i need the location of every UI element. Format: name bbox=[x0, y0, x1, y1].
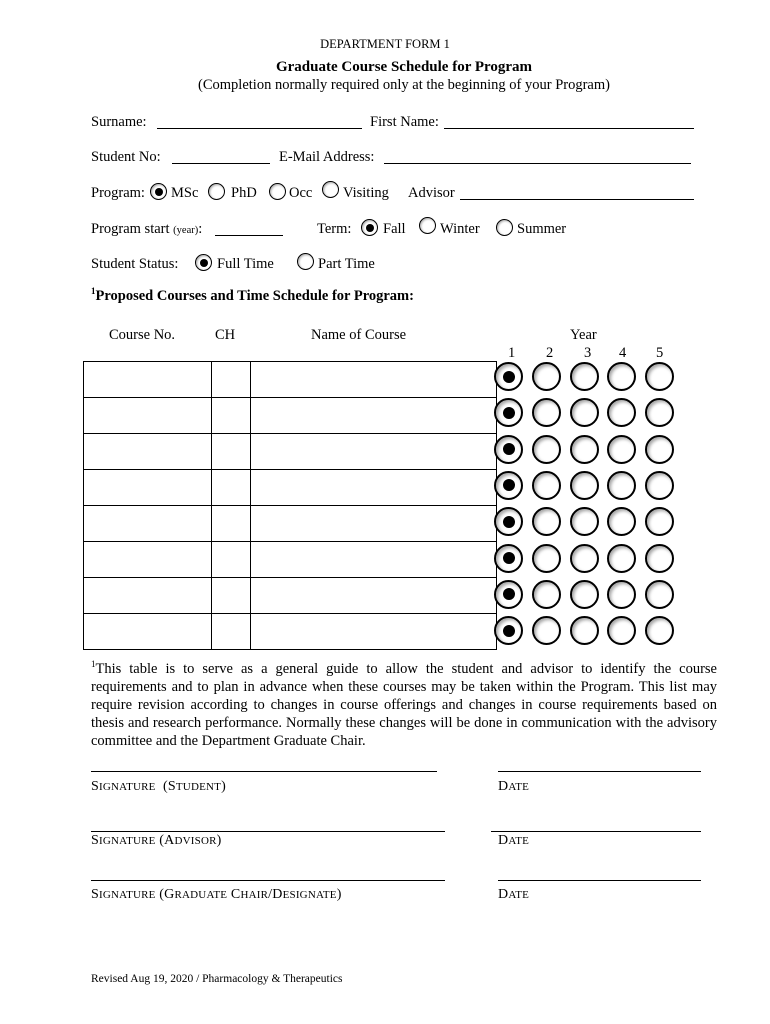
table-row bbox=[84, 470, 497, 506]
program-phd-label: PhD bbox=[231, 185, 257, 201]
cell-name[interactable] bbox=[251, 470, 497, 506]
cell-course-no[interactable] bbox=[84, 614, 212, 650]
advisor-date-label: DATE bbox=[498, 833, 530, 848]
cell-ch[interactable] bbox=[212, 434, 251, 470]
year-4-radio[interactable] bbox=[607, 507, 636, 536]
term-summer-label: Summer bbox=[517, 221, 567, 237]
program-start-hint: (year) bbox=[173, 225, 199, 236]
advisor-field[interactable] bbox=[460, 199, 694, 200]
year-4-radio[interactable] bbox=[607, 580, 636, 609]
year-4-radio[interactable] bbox=[607, 398, 636, 427]
student-no-label: Student No: bbox=[91, 149, 161, 165]
year-3-radio[interactable] bbox=[570, 507, 599, 536]
year-2-radio[interactable] bbox=[532, 362, 561, 391]
chair-signature-label: SIGNATURE (GRADUATE CHAIR/DESIGNATE) bbox=[91, 887, 342, 902]
year-4-radio[interactable] bbox=[607, 471, 636, 500]
year-1-radio[interactable] bbox=[494, 398, 523, 427]
year-1-radio[interactable] bbox=[494, 616, 523, 645]
year-1-radio[interactable] bbox=[494, 435, 523, 464]
advisor-label: Advisor bbox=[408, 185, 455, 201]
program-visiting-label: Visiting bbox=[343, 185, 389, 201]
year-4-radio[interactable] bbox=[607, 362, 636, 391]
year-2-radio[interactable] bbox=[532, 507, 561, 536]
year-3-radio[interactable] bbox=[570, 435, 599, 464]
program-msc-radio[interactable] bbox=[150, 183, 167, 200]
year-5-radio[interactable] bbox=[645, 471, 674, 500]
cell-course-no[interactable] bbox=[84, 362, 212, 398]
cell-course-no[interactable] bbox=[84, 398, 212, 434]
student-no-field[interactable] bbox=[172, 163, 270, 164]
table-row bbox=[84, 506, 497, 542]
year-5-radio[interactable] bbox=[645, 435, 674, 464]
col-course-no: Course No. bbox=[109, 327, 176, 343]
program-occ-radio[interactable] bbox=[269, 183, 286, 200]
cell-ch[interactable] bbox=[212, 506, 251, 542]
term-summer-radio[interactable] bbox=[496, 219, 513, 236]
status-fulltime-label: Full Time bbox=[217, 256, 274, 272]
year-4-radio[interactable] bbox=[607, 435, 636, 464]
email-field[interactable] bbox=[384, 163, 691, 164]
year-2-radio[interactable] bbox=[532, 435, 561, 464]
first-name-field[interactable] bbox=[444, 128, 694, 129]
advisor-date-line[interactable] bbox=[491, 831, 701, 832]
year-1-radio[interactable] bbox=[494, 471, 523, 500]
program-visiting-radio[interactable] bbox=[322, 181, 339, 198]
chair-date-line[interactable] bbox=[498, 880, 701, 881]
table-row bbox=[84, 578, 497, 614]
student-date-line[interactable] bbox=[498, 771, 701, 772]
year-num-2: 2 bbox=[546, 345, 554, 361]
status-parttime-label: Part Time bbox=[318, 256, 375, 272]
term-winter-radio[interactable] bbox=[419, 217, 436, 234]
cell-ch[interactable] bbox=[212, 542, 251, 578]
email-label: E-Mail Address: bbox=[279, 149, 375, 165]
program-occ-label: Occ bbox=[289, 185, 313, 201]
cell-name[interactable] bbox=[251, 614, 497, 650]
year-4-radio[interactable] bbox=[607, 616, 636, 645]
year-num-1: 1 bbox=[508, 345, 516, 361]
page-subtitle: (Completion normally required only at the beginning of your Program) bbox=[198, 77, 610, 93]
cell-course-no[interactable] bbox=[84, 578, 212, 614]
first-name-label: First Name: bbox=[370, 114, 439, 130]
cell-name[interactable] bbox=[251, 506, 497, 542]
year-5-radio[interactable] bbox=[645, 616, 674, 645]
revised-footer: Revised Aug 19, 2020 / Pharmacology & Therapeutics bbox=[91, 973, 343, 985]
program-msc-label: MSc bbox=[171, 185, 199, 201]
advisor-signature-label: SIGNATURE (ADVISOR) bbox=[91, 833, 222, 848]
year-5-radio[interactable] bbox=[645, 580, 674, 609]
year-5-radio[interactable] bbox=[645, 507, 674, 536]
year-5-radio[interactable] bbox=[645, 544, 674, 573]
table-row bbox=[84, 542, 497, 578]
heading-footnote-marker: 1 bbox=[91, 286, 96, 296]
cell-name[interactable] bbox=[251, 362, 497, 398]
term-label: Term: bbox=[317, 221, 352, 237]
table-row bbox=[84, 614, 497, 650]
year-5-radio[interactable] bbox=[645, 362, 674, 391]
col-ch: CH bbox=[215, 327, 236, 343]
status-label: Student Status: bbox=[91, 256, 179, 272]
cell-ch[interactable] bbox=[212, 362, 251, 398]
year-5-radio[interactable] bbox=[645, 398, 674, 427]
term-fall-label: Fall bbox=[383, 221, 406, 237]
cell-course-no[interactable] bbox=[84, 434, 212, 470]
chair-signature-line[interactable] bbox=[91, 880, 445, 881]
program-phd-radio[interactable] bbox=[208, 183, 225, 200]
year-3-radio[interactable] bbox=[570, 580, 599, 609]
chair-date-label: DATE bbox=[498, 887, 530, 902]
surname-label: Surname: bbox=[91, 114, 147, 130]
year-2-radio[interactable] bbox=[532, 580, 561, 609]
year-1-radio[interactable] bbox=[494, 507, 523, 536]
year-3-radio[interactable] bbox=[570, 471, 599, 500]
cell-course-no[interactable] bbox=[84, 506, 212, 542]
term-fall-radio[interactable] bbox=[361, 219, 378, 236]
cell-name[interactable] bbox=[251, 578, 497, 614]
program-start-label bbox=[91, 221, 202, 238]
year-1-radio[interactable] bbox=[494, 544, 523, 573]
footnote-marker: 1 bbox=[91, 659, 96, 669]
schedule-heading-text: Proposed Courses and Time Schedule for Program: bbox=[95, 287, 414, 304]
program-start-text: Program start bbox=[91, 221, 170, 237]
student-signature-line[interactable] bbox=[91, 771, 437, 772]
table-row bbox=[84, 398, 497, 434]
cell-ch[interactable] bbox=[212, 470, 251, 506]
year-3-radio[interactable] bbox=[570, 362, 599, 391]
advisor-signature-line[interactable] bbox=[91, 831, 445, 832]
program-start-colon: : bbox=[198, 221, 203, 237]
year-2-radio[interactable] bbox=[532, 544, 561, 573]
course-table bbox=[83, 361, 497, 650]
year-3-radio[interactable] bbox=[570, 616, 599, 645]
col-name: Name of Course bbox=[311, 327, 407, 343]
footnote-text: This table is to serve as a general guide to allow the student and advisor to identify the course requirements and to plan in advance when these courses may be taken within the Program. This list may require revision according to changes in course offerings and changes in course requirements based on thesis and research performance. Normally these changes will be done in communication with the advisory committee and the Department Graduate Chair. bbox=[91, 660, 717, 749]
year-num-3: 3 bbox=[584, 345, 592, 361]
status-fulltime-radio[interactable] bbox=[195, 254, 212, 271]
year-2-radio[interactable] bbox=[532, 616, 561, 645]
year-1-radio[interactable] bbox=[494, 580, 523, 609]
cell-name[interactable] bbox=[251, 398, 497, 434]
year-num-4: 4 bbox=[619, 345, 627, 361]
cell-ch[interactable] bbox=[212, 578, 251, 614]
table-row bbox=[84, 362, 497, 398]
cell-ch[interactable] bbox=[212, 614, 251, 650]
status-parttime-radio[interactable] bbox=[297, 253, 314, 270]
cell-name[interactable] bbox=[251, 542, 497, 578]
form-label: DEPARTMENT FORM 1 bbox=[320, 37, 450, 51]
year-2-radio[interactable] bbox=[532, 398, 561, 427]
cell-ch[interactable] bbox=[212, 398, 251, 434]
term-winter-label: Winter bbox=[440, 221, 480, 237]
cell-course-no[interactable] bbox=[84, 470, 212, 506]
year-3-radio[interactable] bbox=[570, 544, 599, 573]
table-row bbox=[84, 434, 497, 470]
student-date-label: DATE bbox=[498, 779, 530, 794]
year-num-5: 5 bbox=[656, 345, 664, 361]
page-title: Graduate Course Schedule for Program bbox=[275, 59, 533, 75]
footnote bbox=[91, 655, 717, 750]
col-year: Year bbox=[570, 327, 597, 343]
year-3-radio[interactable] bbox=[570, 398, 599, 427]
surname-field[interactable] bbox=[157, 128, 362, 129]
program-start-field[interactable] bbox=[215, 235, 283, 236]
student-signature-label: SIGNATURE (STUDENT) bbox=[91, 779, 226, 794]
schedule-heading bbox=[91, 286, 414, 305]
year-1-radio[interactable] bbox=[494, 362, 523, 391]
program-label: Program: bbox=[91, 185, 145, 201]
cell-name[interactable] bbox=[251, 434, 497, 470]
year-4-radio[interactable] bbox=[607, 544, 636, 573]
cell-course-no[interactable] bbox=[84, 542, 212, 578]
year-2-radio[interactable] bbox=[532, 471, 561, 500]
